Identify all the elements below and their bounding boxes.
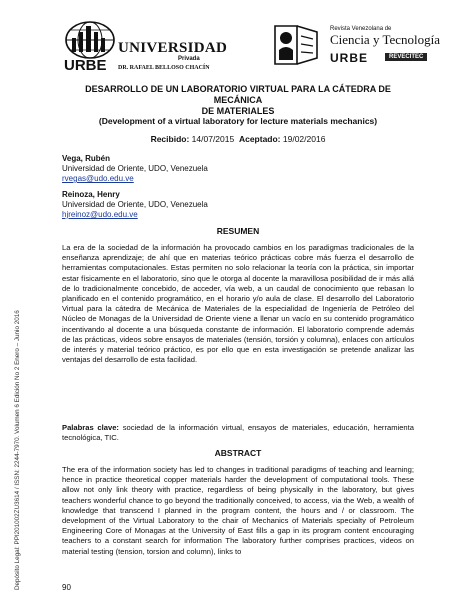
- accepted-date: 19/02/2016: [282, 134, 326, 144]
- university-private-label: Privada: [178, 56, 200, 62]
- article-dates: [62, 134, 414, 144]
- article-title-line1: DESARROLLO DE UN LABORATORIO VIRTUAL PARA LA CÁTEDRA DE MECÁNICA: [85, 84, 391, 105]
- university-name: DR. RAFAEL BELLOSO CHACÍN: [118, 65, 210, 71]
- university-logo: [62, 18, 228, 78]
- journal-urbe: URBE: [330, 51, 369, 65]
- article-title: [62, 84, 414, 117]
- keywords-text: sociedad de la información virtual, ensayos de materiales, educación, herramienta tecnológica, TIC.: [62, 423, 414, 443]
- keywords-label: Palabras clave:: [62, 423, 119, 432]
- university-word: UNIVERSIDAD: [118, 40, 228, 56]
- university-emblem-icon: [62, 18, 118, 74]
- author-name: Reinoza, Henry: [62, 190, 120, 199]
- page-number: 90: [62, 583, 71, 592]
- article-subtitle: (Development of a virtual laboratory for lecture materials mechanics): [98, 116, 378, 126]
- journal-badge: REVECITEC: [385, 53, 427, 61]
- journal-emblem-icon: [267, 20, 325, 70]
- abstract-body: The era of the information society has led to changes in traditional paradigms of teaching and learning; hence in practice theoretical copper materials harder the development of computational tools. These allow not only link theory with practice, regardless of being physically in the laboratory, but gives teachers wonderful chance to go beyond the traditionally conceived, to access, via the Web, a wealth of knowledge that transcend I planned in the program content, the hours and / or classroom. The development of the Virtual Laboratory to the chair of Mechanics of Materials specialty of Petroleum Engineering Core of Monagas at the University of East fills a gap in its program content encouraging teachers to a constant search for information The laboratory further comprises practices, videos on material testing (tension, torsion and column), links to: [62, 465, 414, 556]
- author-affiliation: Universidad de Oriente, UDO, Venezuela: [62, 164, 208, 173]
- journal-title: Ciencia y Tecnología: [330, 32, 441, 47]
- received-label: Recibido:: [150, 134, 190, 144]
- legal-deposit-sidebar: Depósito Legal: PPI201002ZU3614 / ISSN: 2244-7970. Volumen 6 Edición No 2 Enero – Junio 2016: [14, 310, 21, 590]
- author-email-link[interactable]: rvegas@udo.edu.ve: [62, 174, 134, 183]
- abstract-heading: ABSTRACT: [214, 448, 262, 458]
- resumen-body: La era de la sociedad de la información ha provocado cambios en los paradigmas tradicionales de la enseñanza aprendizaje; de ahí que en materias teórico prácticas cobre más fuerza el desarrollo de herramientas computacionales. Estas permiten no solo relacionar la teoría con la práctica, sin importar estar físicamente en el laboratorio, sino que le otorga al docente la maravillosa posibilidad de ir más allá de lo tradicionalmente concebido, de acceder, vía web, a un caudal de conocimiento que rebasan lo planificado en el contenido programático, en el horario y/o aula de clase. El desarrollo del Laboratorio Virtual para la cátedra de Mecánica de Materiales de la especialidad de Ingeniería de Petróleo del Núcleo de Monagas de la Universidad de Oriente viene a llenar un vacío en su contenido programático incentivando al docente a una búsqueda constante de información. El laboratorio comprende además de las prácticas, videos sobre ensayos de materiales (tensión, torsión y columna), enlaces con artículos de interés y material teórico práctico, es por ello que en esta investigación se pretende analizar las ventajas del desarrollo de esta facilidad.: [62, 243, 414, 365]
- page-header: [62, 18, 441, 78]
- journal-top-label: Revista Venezolana de: [330, 26, 392, 32]
- author-email-link[interactable]: hjreinoz@udo.edu.ve: [62, 210, 138, 219]
- author-block: [62, 154, 208, 184]
- accepted-label: Aceptado:: [238, 134, 281, 144]
- journal-logo: [267, 18, 474, 78]
- author-affiliation: Universidad de Oriente, UDO, Venezuela: [62, 200, 208, 209]
- article-title-line2: DE MATERIALES: [201, 106, 275, 116]
- author-block: [62, 190, 208, 220]
- received-date: 14/07/2015: [191, 134, 235, 144]
- keywords-paragraph: [62, 423, 414, 443]
- urbe-mark-text: URBE: [64, 57, 107, 74]
- resumen-heading: RESUMEN: [216, 226, 260, 236]
- author-name: Vega, Rubén: [62, 154, 111, 163]
